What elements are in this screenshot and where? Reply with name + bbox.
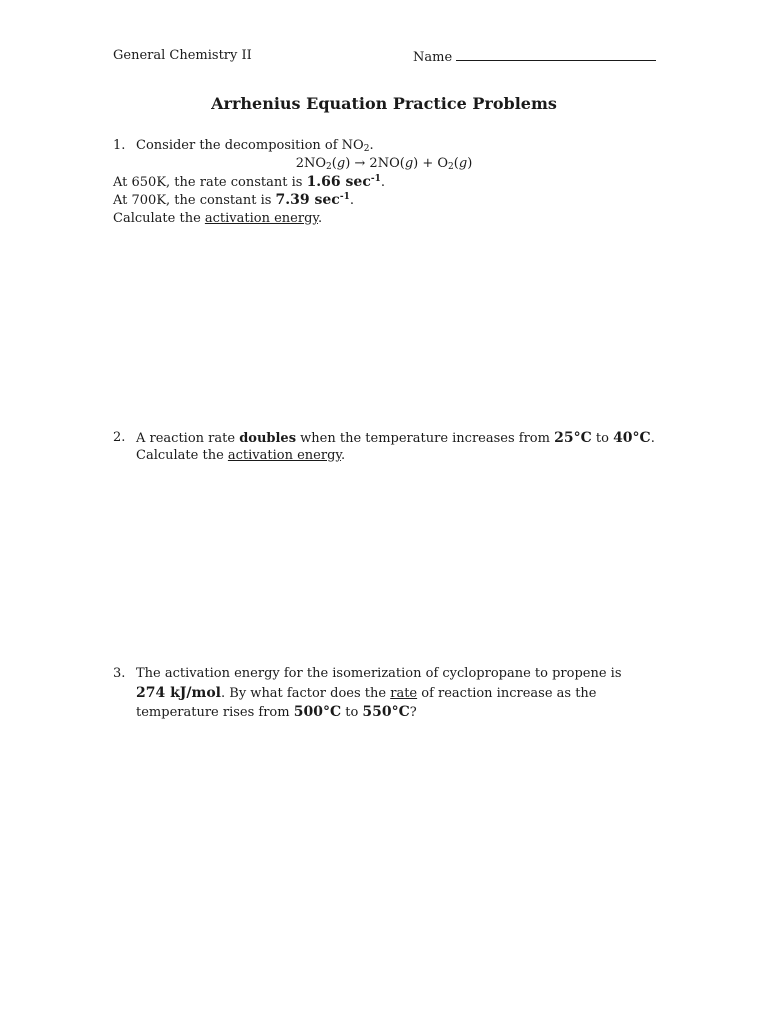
problem-3-number: 3. bbox=[113, 666, 126, 681]
problem-3-line-1: The activation energy for the isomerization of cyclopropane to propene is bbox=[136, 666, 622, 681]
problem-1-equation: $2NO_2(g) \to 2NO(g) + O_2(g)$ bbox=[295, 156, 473, 172]
problem-1-task: Calculate the activation energy. bbox=[113, 211, 323, 226]
problem-2-task: Calculate the activation energy. bbox=[136, 448, 346, 463]
problem-1-prompt: Consider the decomposition of $NO_2$. bbox=[136, 138, 374, 154]
page-title: Arrhenius Equation Practice Problems bbox=[211, 94, 557, 113]
name-label: Name bbox=[413, 50, 453, 65]
problem-1-condition-1: At 650K, the rate constant is 1.66 $\sec^{-1}$. bbox=[113, 174, 385, 190]
problem-2-prompt: A reaction rate doubles when the temperature increases from 25°C to 40°C. bbox=[136, 430, 655, 446]
problem-3-line-2: 274 kJ/mol. By what factor does the rate of reaction increase as the bbox=[136, 685, 597, 701]
problem-2-number: 2. bbox=[113, 430, 126, 445]
course-name: General Chemistry II bbox=[113, 48, 252, 63]
name-field bbox=[413, 47, 656, 67]
problem-3-line-3: temperature rises from 500°C to 550°C? bbox=[136, 704, 417, 720]
problem-1-number: 1. bbox=[113, 138, 126, 153]
problem-1-condition-2: At 700K, the constant is 7.39 $\sec^{-1}$. bbox=[113, 192, 354, 208]
name-blank-line bbox=[456, 47, 656, 61]
